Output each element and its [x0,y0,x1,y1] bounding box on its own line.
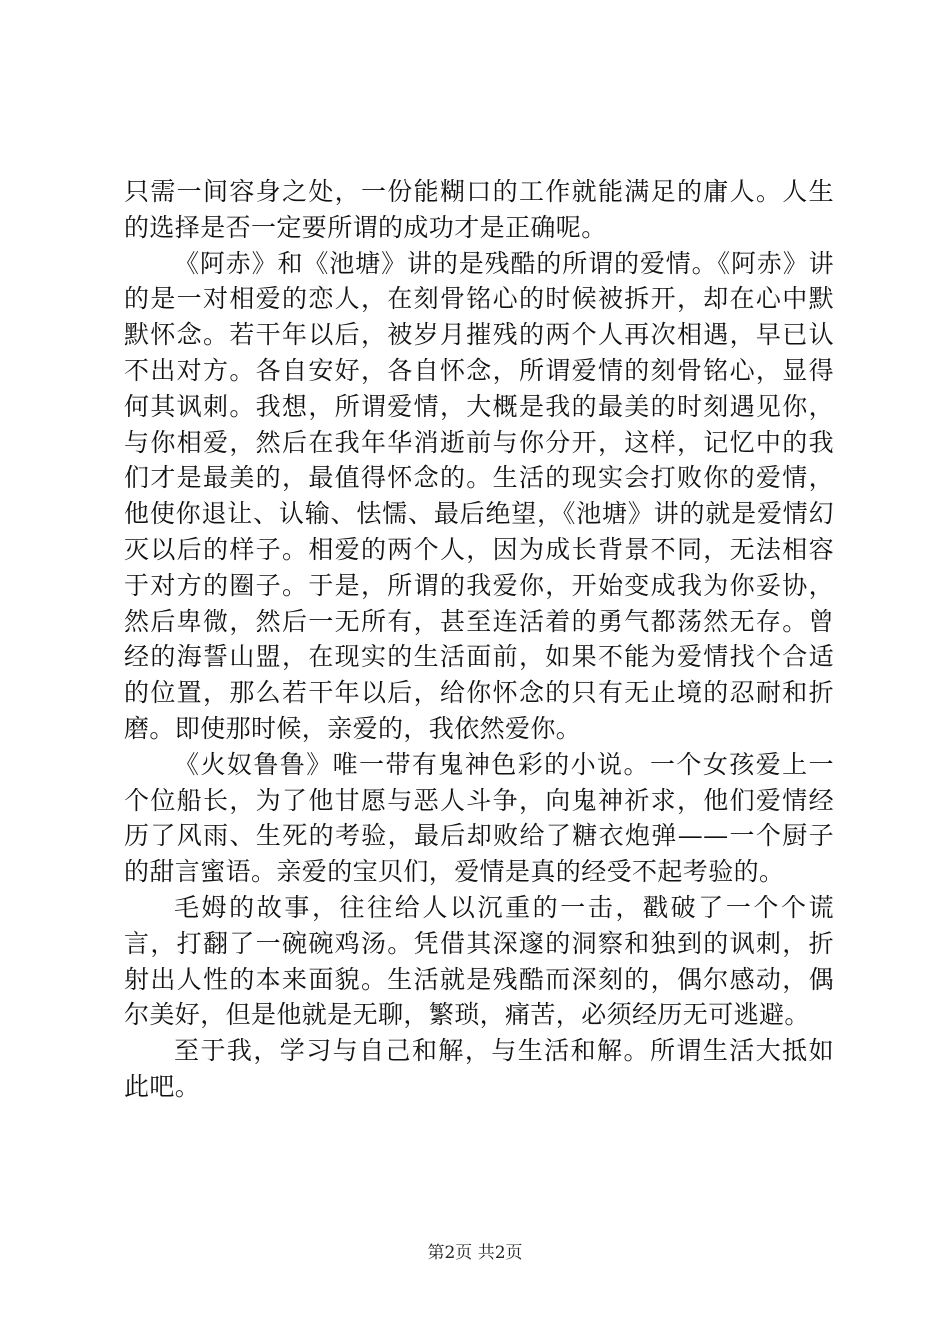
paragraph-continuation: 只需一间容身之处，一份能糊口的工作就能满足的庸人。人生的选择是否一定要所谓的成功才是正确呢。 [124,177,834,242]
page-footer: 第2页 共2页 [427,1243,523,1263]
paragraph-honolulu: 《火奴鲁鲁》唯一带有鬼神色彩的小说。一个女孩爱上一个位船长，为了他甘愿与恶人斗争，向鬼神祈求，他们爱情经历了风雨、生死的考验，最后却败给了糖衣炮弹——一个厨子的甜言蜜语。亲爱的宝贝们，爱情是真的经受不起考验的。 [124,749,834,887]
document-body [124,174,834,1105]
paragraph-maugham: 毛姆的故事，往往给人以沉重的一击，戳破了一个个谎言，打翻了一碗碗鸡汤。凭借其深邃的洞察和独到的讽刺，折射出人性的本来面貌。生活就是残酷而深刻的，偶尔感动，偶尔美好，但是他就是无聊，繁琐，痛苦，必须经历无可逃避。 [124,892,834,1030]
paragraph-achi-and-pond: 《阿赤》和《池塘》讲的是残酷的所谓的爱情。《阿赤》讲的是一对相爱的恋人，在刻骨铭心的时候被拆开，却在心中默默怀念。若干年以后，被岁月摧残的两个人再次相遇，早已认不出对方。各自安好，各自怀念，所谓爱情的刻骨铭心，显得何其讽刺。我想，所谓爱情，大概是我的最美的时刻遇见你，与你相爱，然后在我年华消逝前与你分开，这样，记忆中的我们才是最美的，最值得怀念的。生活的现实会打败你的爱情，他使你退让、认输、怯懦、最后绝望，《池塘》讲的就是爱情幻灭以后的样子。相爱的两个人，因为成长背景不同，无法相容于对方的圈子。于是，所谓的我爱你，开始变成我为你妥协，然后卑微，然后一无所有，甚至连活着的勇气都荡然无存。曾经的海誓山盟，在现实的生活面前，如果不能为爱情找个合适的位置，那么若干年以后，给你怀念的只有无止境的忍耐和折磨。即使那时候，亲爱的，我依然爱你。 [124,248,834,743]
paragraph-conclusion: 至于我，学习与自己和解，与生活和解。所谓生活大抵如此吧。 [124,1036,834,1101]
